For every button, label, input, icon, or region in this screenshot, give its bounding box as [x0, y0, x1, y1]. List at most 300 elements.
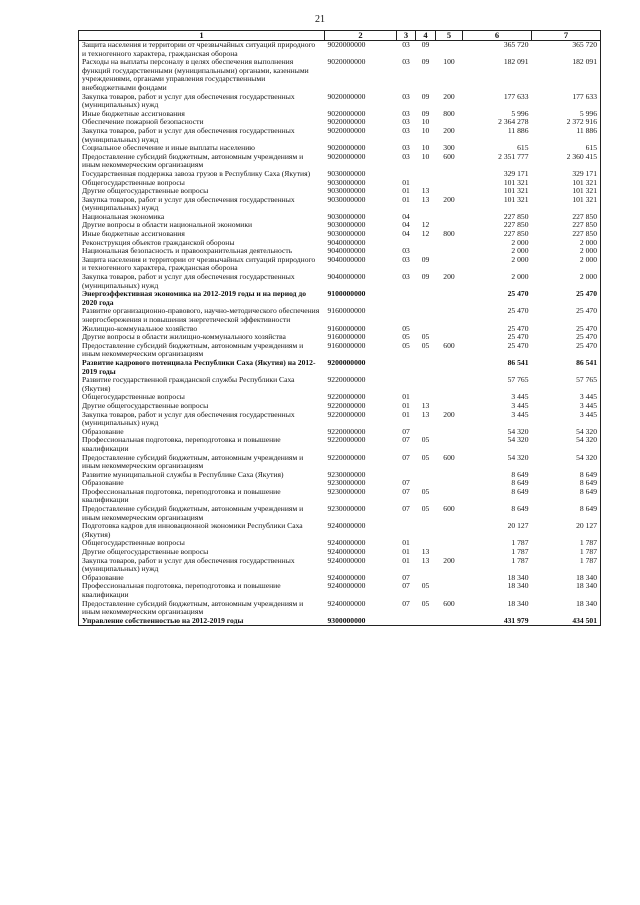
row-name-cell: Подготовка кадров для инновационной экономики Республики Саха (Якутия) [79, 522, 325, 539]
row-expense-type-cell [436, 41, 463, 59]
row-code-cell: 9100000000 [327, 289, 366, 299]
row-amount-1-cell: 101 321 [503, 177, 529, 187]
row-subsection-cell: 13 [421, 547, 430, 557]
row-code-cell: 9240000000 [327, 572, 366, 582]
row-amount-2-cell: 25 470 [532, 333, 601, 342]
row-amount-2-cell: 227 850 [532, 213, 601, 222]
row-amount-2-cell: 86 541 [532, 359, 601, 376]
row-amount-1-cell: 54 320 [507, 426, 529, 436]
row-code-cell: 9240000000 [327, 581, 366, 591]
row-expense-type-cell [436, 471, 463, 480]
row-section-cell: 07 [402, 435, 410, 445]
row-section-cell: 01 [402, 547, 410, 557]
table-row [79, 273, 601, 290]
row-subsection-cell: 05 [421, 504, 430, 514]
table-row [79, 376, 601, 393]
row-amount-1-cell: 25 470 [507, 289, 529, 299]
row-section-cell: 07 [402, 581, 410, 591]
row-section-cell: 03 [402, 246, 410, 256]
row-amount-1-cell: 182 091 [503, 57, 529, 67]
row-subsection-cell: 05 [421, 581, 430, 591]
row-amount-1-cell: 5 996 [511, 108, 529, 118]
row-name-cell: Профессиональная подготовка, переподготовка и повышение квалификации [79, 582, 325, 599]
column-header: 6 [463, 31, 532, 41]
row-section-cell: 03 [402, 143, 410, 153]
row-code-cell: 9300000000 [325, 617, 397, 626]
row-subsection-cell: 09 [421, 57, 430, 67]
row-expense-type-cell [436, 213, 463, 222]
row-section-cell: 05 [402, 332, 410, 342]
row-expense-type-cell: 600 [443, 340, 455, 350]
row-expense-type-cell [436, 617, 463, 626]
row-amount-2-cell: 2 360 415 [532, 153, 601, 170]
row-expense-type-cell: 600 [443, 504, 455, 514]
row-code-cell: 9160000000 [327, 323, 366, 333]
table-row [79, 307, 601, 324]
row-expense-type-cell [436, 307, 463, 324]
row-code-cell: 9160000000 [327, 306, 366, 316]
row-section-cell [397, 290, 416, 307]
row-section-cell: 03 [402, 117, 410, 127]
row-subsection-cell: 10 [421, 151, 430, 161]
row-expense-type-cell: 200 [443, 272, 455, 282]
row-section-cell: 03 [402, 40, 410, 49]
row-amount-1-cell: 25 470 [507, 332, 529, 342]
row-name-cell: Другие вопросы в области национальной экономики [79, 221, 325, 230]
row-name-cell: Обеспечение пожарной безопасности [79, 118, 325, 127]
row-subsection-cell [416, 617, 436, 626]
row-subsection-cell: 13 [421, 194, 430, 204]
row-name-cell: Предоставление субсидий бюджетным, автономным учреждениям и иным некоммерческим организациям [79, 454, 325, 471]
row-section-cell: 07 [402, 572, 410, 582]
row-section-cell: 01 [402, 177, 410, 187]
row-amount-2-cell: 11 886 [532, 127, 601, 144]
row-expense-type-cell [436, 290, 463, 307]
row-amount-1-cell: 3 445 [511, 409, 529, 419]
row-subsection-cell [416, 307, 436, 324]
row-section-cell: 05 [402, 340, 410, 350]
row-code-cell: 9040000000 [327, 254, 366, 264]
row-code-cell: 9200000000 [327, 357, 366, 367]
row-amount-1-cell: 8 649 [511, 504, 529, 514]
row-name-cell: Другие общегосударственные вопросы [79, 402, 325, 411]
row-section-cell: 07 [402, 452, 410, 462]
row-section-cell [397, 307, 416, 324]
row-expense-type-cell: 600 [443, 151, 455, 161]
row-amount-1-cell: 25 470 [507, 340, 529, 350]
row-amount-2-cell: 3 445 [532, 393, 601, 402]
row-amount-2-cell: 8 649 [532, 488, 601, 505]
row-code-cell: 9220000000 [327, 452, 366, 462]
row-name-cell: Закупка товаров, работ и услуг для обеспечения государственных (муниципальных) нужд [79, 127, 325, 144]
row-name-cell: Реконструкция объектов гражданской обороны [79, 239, 325, 248]
row-name-cell: Образование [79, 574, 325, 583]
row-section-cell: 01 [402, 409, 410, 419]
row-name-cell: Закупка товаров, работ и услуг для обеспечения государственных (муниципальных) нужд [79, 411, 325, 428]
row-amount-1-cell: 2 000 [511, 272, 529, 282]
row-amount-1-cell: 101 321 [503, 186, 529, 196]
table-row [79, 127, 601, 144]
row-name-cell: Закупка товаров, работ и услуг для обеспечения государственных (муниципальных) нужд [79, 93, 325, 110]
row-code-cell: 9240000000 [327, 598, 366, 608]
row-subsection-cell [416, 239, 436, 248]
row-section-cell [397, 617, 416, 626]
row-amount-2-cell: 177 633 [532, 93, 601, 110]
column-header: 3 [397, 31, 416, 41]
row-code-cell: 9020000000 [327, 108, 366, 118]
row-expense-type-cell [436, 428, 463, 437]
row-code-cell: 9040000000 [327, 272, 366, 282]
row-subsection-cell: 13 [421, 400, 430, 410]
row-code-cell: 9220000000 [327, 426, 366, 436]
row-amount-2-cell: 615 [532, 144, 601, 153]
row-expense-type-cell [436, 574, 463, 583]
row-amount-1-cell: 11 886 [507, 125, 529, 135]
row-section-cell: 04 [402, 211, 410, 221]
row-expense-type-cell [436, 325, 463, 334]
row-subsection-cell [416, 359, 436, 376]
row-amount-1-cell: 227 850 [503, 229, 529, 239]
row-amount-1-cell: 227 850 [503, 220, 529, 230]
row-section-cell: 01 [402, 400, 410, 410]
row-subsection-cell: 10 [421, 143, 430, 153]
row-section-cell: 07 [402, 478, 410, 488]
row-name-cell: Образование [79, 428, 325, 437]
row-name-cell: Общегосударственные вопросы [79, 539, 325, 548]
row-amount-2-cell: 2 000 [532, 273, 601, 290]
row-section-cell: 01 [402, 555, 410, 565]
table-row [79, 505, 601, 522]
row-section-cell: 04 [402, 229, 410, 239]
row-expense-type-cell: 600 [443, 598, 455, 608]
row-section-cell: 07 [402, 598, 410, 608]
row-section-cell: 01 [402, 538, 410, 548]
row-subsection-cell [416, 170, 436, 179]
row-subsection-cell: 05 [421, 435, 430, 445]
row-section-cell [397, 522, 416, 539]
row-name-cell: Другие общегосударственные вопросы [79, 187, 325, 196]
row-code-cell: 9020000000 [327, 40, 366, 49]
row-amount-2-cell: 18 340 [532, 582, 601, 599]
row-section-cell: 03 [402, 125, 410, 135]
row-name-cell: Развитие организационно-правового, научно-методического обеспечения энергосбережения и повышения энергетической эффективности [79, 307, 325, 324]
row-code-cell: 9220000000 [327, 400, 366, 410]
column-header: 7 [532, 31, 601, 41]
table-row [79, 600, 601, 617]
row-subsection-cell: 05 [421, 340, 430, 350]
row-code-cell: 9020000000 [327, 91, 366, 101]
row-expense-type-cell [436, 479, 463, 488]
row-expense-type-cell: 200 [443, 91, 455, 101]
row-amount-1-cell: 615 [517, 143, 529, 153]
row-code-cell: 9160000000 [327, 340, 366, 350]
row-name-cell: Предоставление субсидий бюджетным, автономным учреждениям и иным некоммерческим организациям [79, 505, 325, 522]
row-name-cell: Иные бюджетные ассигнования [79, 110, 325, 119]
table-row [79, 153, 601, 170]
row-code-cell: 9220000000 [327, 392, 366, 402]
table-row [79, 342, 601, 359]
row-subsection-cell: 09 [421, 254, 430, 264]
row-amount-1-cell: 20 127 [507, 521, 529, 531]
row-subsection-cell: 13 [421, 186, 430, 196]
row-section-cell: 03 [402, 254, 410, 264]
row-code-cell: 9030000000 [327, 186, 366, 196]
row-code-cell: 9020000000 [327, 117, 366, 127]
row-amount-1-cell: 8 649 [511, 478, 529, 488]
row-code-cell: 9220000000 [327, 435, 366, 445]
row-amount-1-cell: 101 321 [503, 194, 529, 204]
column-header: 4 [416, 31, 436, 41]
row-amount-1-cell: 3 445 [511, 400, 529, 410]
table-row [79, 454, 601, 471]
row-amount-2-cell: 57 765 [532, 376, 601, 393]
row-name-cell: Профессиональная подготовка, переподготовка и повышение квалификации [79, 488, 325, 505]
row-amount-1-cell: 227 850 [503, 211, 529, 221]
row-amount-2-cell: 1 787 [532, 539, 601, 548]
row-section-cell: 07 [402, 486, 410, 496]
row-amount-2-cell: 8 649 [532, 471, 601, 480]
row-amount-1-cell: 8 649 [511, 486, 529, 496]
row-amount-1-cell: 2 000 [511, 254, 529, 264]
row-amount-1-cell: 18 340 [507, 581, 529, 591]
row-amount-2-cell: 101 321 [532, 196, 601, 213]
row-expense-type-cell [436, 170, 463, 179]
row-expense-type-cell: 800 [443, 108, 455, 118]
row-amount-2-cell: 20 127 [532, 522, 601, 539]
row-amount-1-cell: 18 340 [507, 572, 529, 582]
row-amount-2-cell: 182 091 [532, 58, 601, 92]
column-header: 2 [325, 31, 397, 41]
row-amount-2-cell: 54 320 [532, 428, 601, 437]
row-amount-2-cell: 434 501 [532, 617, 601, 626]
table-row [79, 196, 601, 213]
row-expense-type-cell [436, 359, 463, 376]
table-body [79, 41, 601, 626]
row-subsection-cell: 09 [421, 40, 430, 49]
row-subsection-cell [416, 290, 436, 307]
row-expense-type-cell [436, 436, 463, 453]
row-name-cell: Развитие кадрового потенциала Республики Саха (Якутия) на 2012-2019 годы [79, 359, 325, 376]
row-section-cell: 04 [402, 220, 410, 230]
row-subsection-cell: 05 [421, 332, 430, 342]
row-amount-2-cell: 1 787 [532, 548, 601, 557]
row-name-cell: Общегосударственные вопросы [79, 179, 325, 188]
row-amount-2-cell: 365 720 [532, 41, 601, 59]
row-expense-type-cell: 200 [443, 409, 455, 419]
row-expense-type-cell [436, 247, 463, 256]
row-amount-1-cell: 431 979 [463, 617, 532, 626]
row-section-cell: 03 [402, 272, 410, 282]
row-name-cell: Государственная поддержка завоза грузов в Республику Саха (Якутия) [79, 170, 325, 179]
row-amount-2-cell: 3 445 [532, 402, 601, 411]
row-code-cell: 9240000000 [327, 547, 366, 557]
row-amount-2-cell: 227 850 [532, 230, 601, 239]
row-name-cell: Защита населения и территории от чрезвычайных ситуаций природного и техногенного характера, гражданская оборона [79, 256, 325, 273]
row-section-cell: 01 [402, 194, 410, 204]
table-row [79, 436, 601, 453]
row-subsection-cell: 05 [421, 598, 430, 608]
column-number-row [79, 31, 601, 41]
row-subsection-cell: 09 [421, 272, 430, 282]
row-amount-2-cell: 25 470 [532, 290, 601, 307]
row-expense-type-cell: 800 [443, 229, 455, 239]
table-row [79, 617, 601, 626]
row-expense-type-cell [436, 539, 463, 548]
row-name-cell: Закупка товаров, работ и услуг для обеспечения государственных (муниципальных) нужд [79, 273, 325, 290]
row-code-cell: 9030000000 [327, 168, 366, 178]
row-code-cell: 9220000000 [327, 375, 366, 385]
row-amount-1-cell: 3 445 [511, 392, 529, 402]
row-code-cell: 9220000000 [327, 409, 366, 419]
row-amount-2-cell: 329 171 [532, 170, 601, 179]
row-amount-2-cell: 54 320 [532, 454, 601, 471]
row-amount-2-cell: 101 321 [532, 187, 601, 196]
row-name-cell: Общегосударственные вопросы [79, 393, 325, 402]
table-row [79, 359, 601, 376]
row-name-cell: Предоставление субсидий бюджетным, автономным учреждениям и иным некоммерческим организациям [79, 342, 325, 359]
row-amount-1-cell: 1 787 [511, 547, 529, 557]
column-header: 5 [436, 31, 463, 41]
row-name-cell: Другие общегосударственные вопросы [79, 548, 325, 557]
row-expense-type-cell: 100 [443, 57, 455, 67]
table-header [79, 31, 601, 41]
row-amount-1-cell: 57 765 [507, 375, 529, 385]
table-row [79, 411, 601, 428]
row-amount-1-cell: 2 000 [511, 246, 529, 256]
row-subsection-cell: 13 [421, 555, 430, 565]
row-amount-2-cell: 25 470 [532, 325, 601, 334]
row-code-cell: 9030000000 [327, 194, 366, 204]
table-row [79, 557, 601, 574]
row-amount-2-cell: 2 000 [532, 247, 601, 256]
row-amount-2-cell: 54 320 [532, 436, 601, 453]
row-expense-type-cell [436, 393, 463, 402]
row-amount-2-cell: 2 000 [532, 239, 601, 248]
row-amount-2-cell: 18 340 [532, 600, 601, 617]
row-amount-2-cell: 25 470 [532, 307, 601, 324]
row-expense-type-cell: 200 [443, 555, 455, 565]
row-section-cell [397, 359, 416, 376]
row-name-cell: Расходы на выплаты персоналу в целях обеспечения выполнения функций государственными (муниципальными) органами, казенными учреждениями, органами управления государственными внебюджетными фондами [79, 58, 325, 92]
row-amount-2-cell: 25 470 [532, 342, 601, 359]
row-subsection-cell [416, 376, 436, 393]
row-name-cell: Развитие муниципальной службы в Республике Саха (Якутия) [79, 471, 325, 480]
row-amount-1-cell: 2 351 777 [498, 151, 529, 161]
row-subsection-cell [416, 471, 436, 480]
row-amount-2-cell: 2 000 [532, 256, 601, 273]
row-amount-1-cell: 177 633 [503, 91, 529, 101]
row-amount-1-cell: 54 320 [507, 452, 529, 462]
row-amount-1-cell: 86 541 [507, 357, 529, 367]
row-code-cell: 9020000000 [327, 125, 366, 135]
row-amount-2-cell: 18 340 [532, 574, 601, 583]
row-amount-1-cell: 329 171 [503, 168, 529, 178]
row-code-cell: 9240000000 [327, 521, 366, 531]
row-amount-1-cell: 2 364 278 [498, 117, 529, 127]
row-name-cell: Жилищно-коммунальное хозяйство [79, 325, 325, 334]
row-expense-type-cell [436, 376, 463, 393]
row-amount-1-cell: 365 720 [503, 40, 529, 49]
row-name-cell: Развитие государственной гражданской службы Республики Саха (Якутия) [79, 376, 325, 393]
row-code-cell: 9230000000 [327, 504, 366, 514]
row-amount-2-cell: 8 649 [532, 505, 601, 522]
row-code-cell: 9030000000 [327, 229, 366, 239]
row-expense-type-cell: 200 [443, 125, 455, 135]
row-subsection-cell: 12 [421, 220, 430, 230]
column-header: 1 [79, 31, 325, 41]
row-expense-type-cell [436, 256, 463, 273]
row-section-cell: 03 [402, 91, 410, 101]
row-expense-type-cell [436, 239, 463, 248]
row-amount-1-cell: 1 787 [511, 555, 529, 565]
row-code-cell: 9020000000 [327, 143, 366, 153]
row-amount-2-cell: 101 321 [532, 179, 601, 188]
row-subsection-cell: 13 [421, 409, 430, 419]
table-row [79, 522, 601, 539]
table-row [79, 41, 601, 59]
row-code-cell: 9030000000 [327, 177, 366, 187]
row-section-cell: 07 [402, 504, 410, 514]
row-name-cell: Образование [79, 479, 325, 488]
row-code-cell: 9030000000 [327, 220, 366, 230]
table-row [79, 290, 601, 307]
row-name-cell: Закупка товаров, работ и услуг для обеспечения государственных (муниципальных) нужд [79, 196, 325, 213]
row-name-cell: Управление собственностью на 2012-2019 годы [79, 617, 325, 626]
row-subsection-cell: 05 [421, 452, 430, 462]
row-name-cell: Социальное обеспечение и иные выплаты населению [79, 144, 325, 153]
row-name-cell: Национальная экономика [79, 213, 325, 222]
row-expense-type-cell: 600 [443, 452, 455, 462]
row-code-cell: 9230000000 [327, 469, 366, 479]
row-expense-type-cell [436, 179, 463, 188]
row-amount-2-cell: 1 787 [532, 557, 601, 574]
row-code-cell: 9230000000 [327, 486, 366, 496]
row-amount-1-cell: 1 787 [511, 538, 529, 548]
row-expense-type-cell: 300 [443, 143, 455, 153]
row-code-cell: 9240000000 [327, 538, 366, 548]
row-amount-1-cell: 2 000 [511, 237, 529, 247]
row-amount-1-cell: 18 340 [507, 598, 529, 608]
row-subsection-cell: 09 [421, 91, 430, 101]
row-subsection-cell: 10 [421, 117, 430, 127]
row-section-cell: 07 [402, 426, 410, 436]
row-code-cell: 9230000000 [327, 478, 366, 488]
row-section-cell: 03 [402, 151, 410, 161]
table-row [79, 58, 601, 92]
row-amount-1-cell: 25 470 [507, 306, 529, 316]
row-code-cell: 9020000000 [327, 151, 366, 161]
row-subsection-cell [416, 522, 436, 539]
row-expense-type-cell [436, 582, 463, 599]
row-code-cell: 9030000000 [327, 211, 366, 221]
table-row [79, 582, 601, 599]
row-expense-type-cell [436, 488, 463, 505]
row-name-cell: Предоставление субсидий бюджетным, автономным учреждениям и иным некоммерческим организациям [79, 153, 325, 170]
row-name-cell: Национальная безопасность и правоохранительная деятельность [79, 247, 325, 256]
row-amount-2-cell: 227 850 [532, 221, 601, 230]
table-row [79, 488, 601, 505]
row-name-cell: Профессиональная подготовка, переподготовка и повышение квалификации [79, 436, 325, 453]
row-code-cell: 9020000000 [327, 57, 366, 67]
table-row [79, 256, 601, 273]
row-name-cell: Другие вопросы в области жилищно-коммунального хозяйства [79, 333, 325, 342]
row-amount-2-cell: 8 649 [532, 479, 601, 488]
row-subsection-cell: 09 [421, 108, 430, 118]
row-name-cell: Иные бюджетные ассигнования [79, 230, 325, 239]
row-subsection-cell: 12 [421, 229, 430, 239]
row-code-cell: 9240000000 [327, 555, 366, 565]
row-section-cell [397, 376, 416, 393]
